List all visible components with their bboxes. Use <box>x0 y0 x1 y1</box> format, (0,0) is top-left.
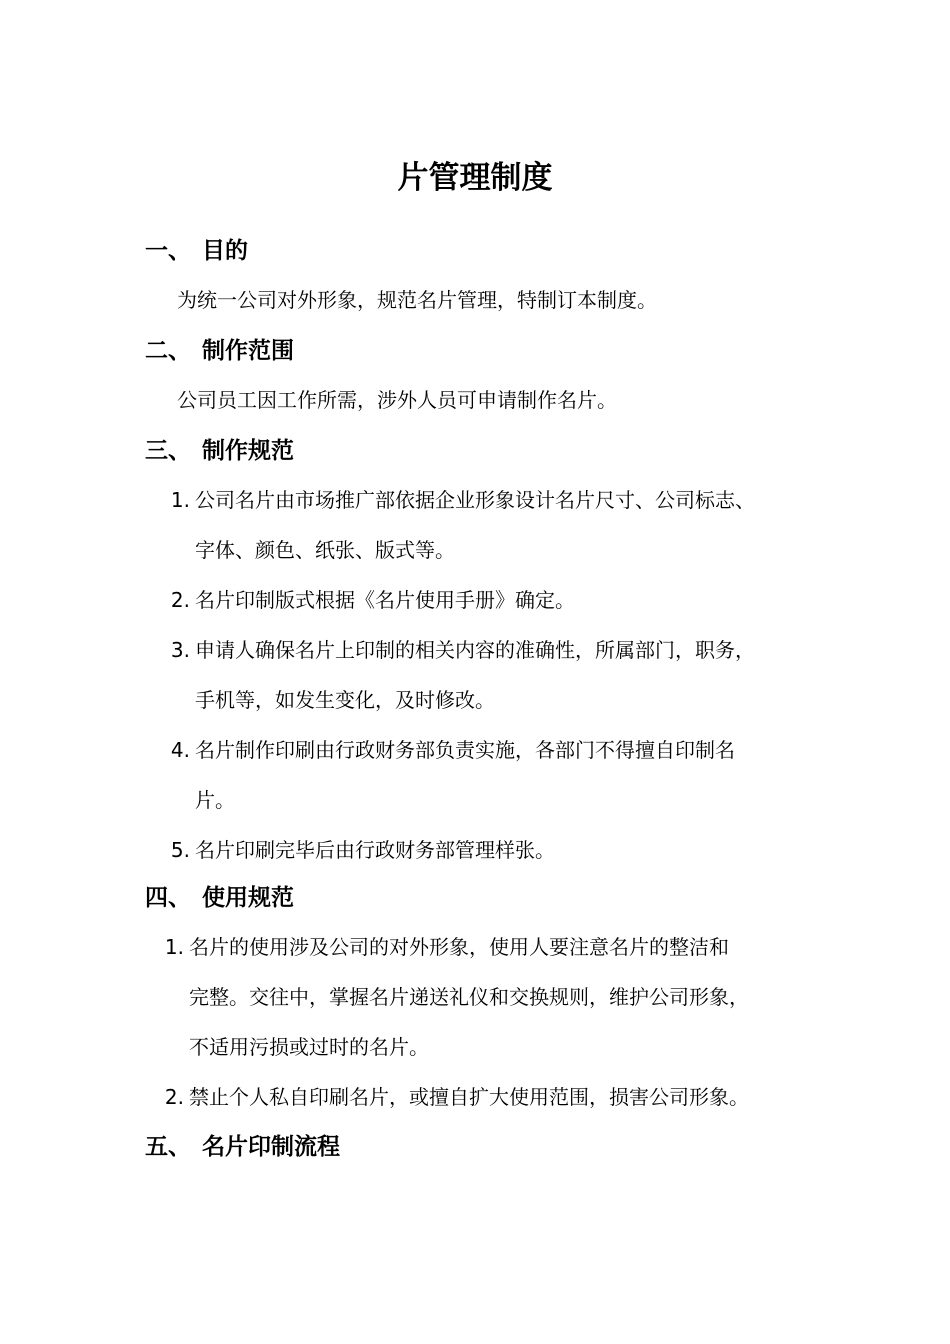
list-item-line: 不适用污损或过时的名片。 <box>189 1035 429 1059</box>
list-item-number: 1. <box>164 935 184 959</box>
section-title: 目的 <box>202 238 248 264</box>
list-item-text <box>195 625 835 725</box>
section-title: 制作范围 <box>202 338 294 364</box>
section-paragraph-1: 为统一公司对外形象，规范名片管理，特制订本制度。 <box>177 288 657 312</box>
section-heading-5 <box>145 1131 340 1163</box>
section-heading-3 <box>145 435 294 467</box>
section-number: 五、 <box>145 1134 191 1160</box>
section-heading-2 <box>145 335 294 367</box>
section-number: 四、 <box>145 885 191 911</box>
section-heading-4 <box>145 882 294 914</box>
section-number: 二、 <box>145 338 191 364</box>
list-item-line: 名片制作印刷由行政财务部负责实施，各部门不得擅自印制名 <box>195 738 735 762</box>
section-title: 使用规范 <box>202 885 294 911</box>
list-item-number: 4. <box>170 738 190 762</box>
list-item-text <box>195 575 835 625</box>
section-paragraph-2: 公司员工因工作所需，涉外人员可申请制作名片。 <box>177 388 617 412</box>
list-item-line: 申请人确保名片上印制的相关内容的准确性，所属部门，职务， <box>195 638 755 662</box>
list-item-line: 名片印刷完毕后由行政财务部管理样张。 <box>195 838 555 862</box>
list-item-text <box>189 922 839 1072</box>
list-item-line: 完整。交往中，掌握名片递送礼仪和交换规则，维护公司形象， <box>189 985 749 1009</box>
list-item-line: 禁止个人私自印刷名片，或擅自扩大使用范围，损害公司形象。 <box>189 1085 749 1109</box>
document-title: 片管理制度 <box>397 160 553 196</box>
list-item-number: 2. <box>170 588 190 612</box>
list-item-line: 名片印制版式根据《名片使用手册》确定。 <box>195 588 575 612</box>
list-item-line: 片。 <box>195 788 235 812</box>
list-item-line: 名片的使用涉及公司的对外形象，使用人要注意名片的整洁和 <box>189 935 729 959</box>
list-item-text <box>195 475 835 575</box>
list-item-number: 3. <box>170 638 190 662</box>
list-item-number: 2. <box>164 1085 184 1109</box>
list-item-text <box>189 1072 839 1122</box>
list-item-line: 手机等，如发生变化，及时修改。 <box>195 688 495 712</box>
list-item-line: 字体、颜色、纸张、版式等。 <box>195 538 455 562</box>
section-heading-1 <box>145 235 248 267</box>
list-item-text <box>195 725 835 825</box>
section-title: 名片印制流程 <box>202 1134 340 1160</box>
list-item-number: 5. <box>170 838 190 862</box>
list-item-line: 公司名片由市场推广部依据企业形象设计名片尺寸、公司标志、 <box>195 488 755 512</box>
list-item-text <box>195 825 835 875</box>
section-number: 一、 <box>145 238 191 264</box>
section-number: 三、 <box>145 438 191 464</box>
list-item-number: 1. <box>170 488 190 512</box>
section-title: 制作规范 <box>202 438 294 464</box>
